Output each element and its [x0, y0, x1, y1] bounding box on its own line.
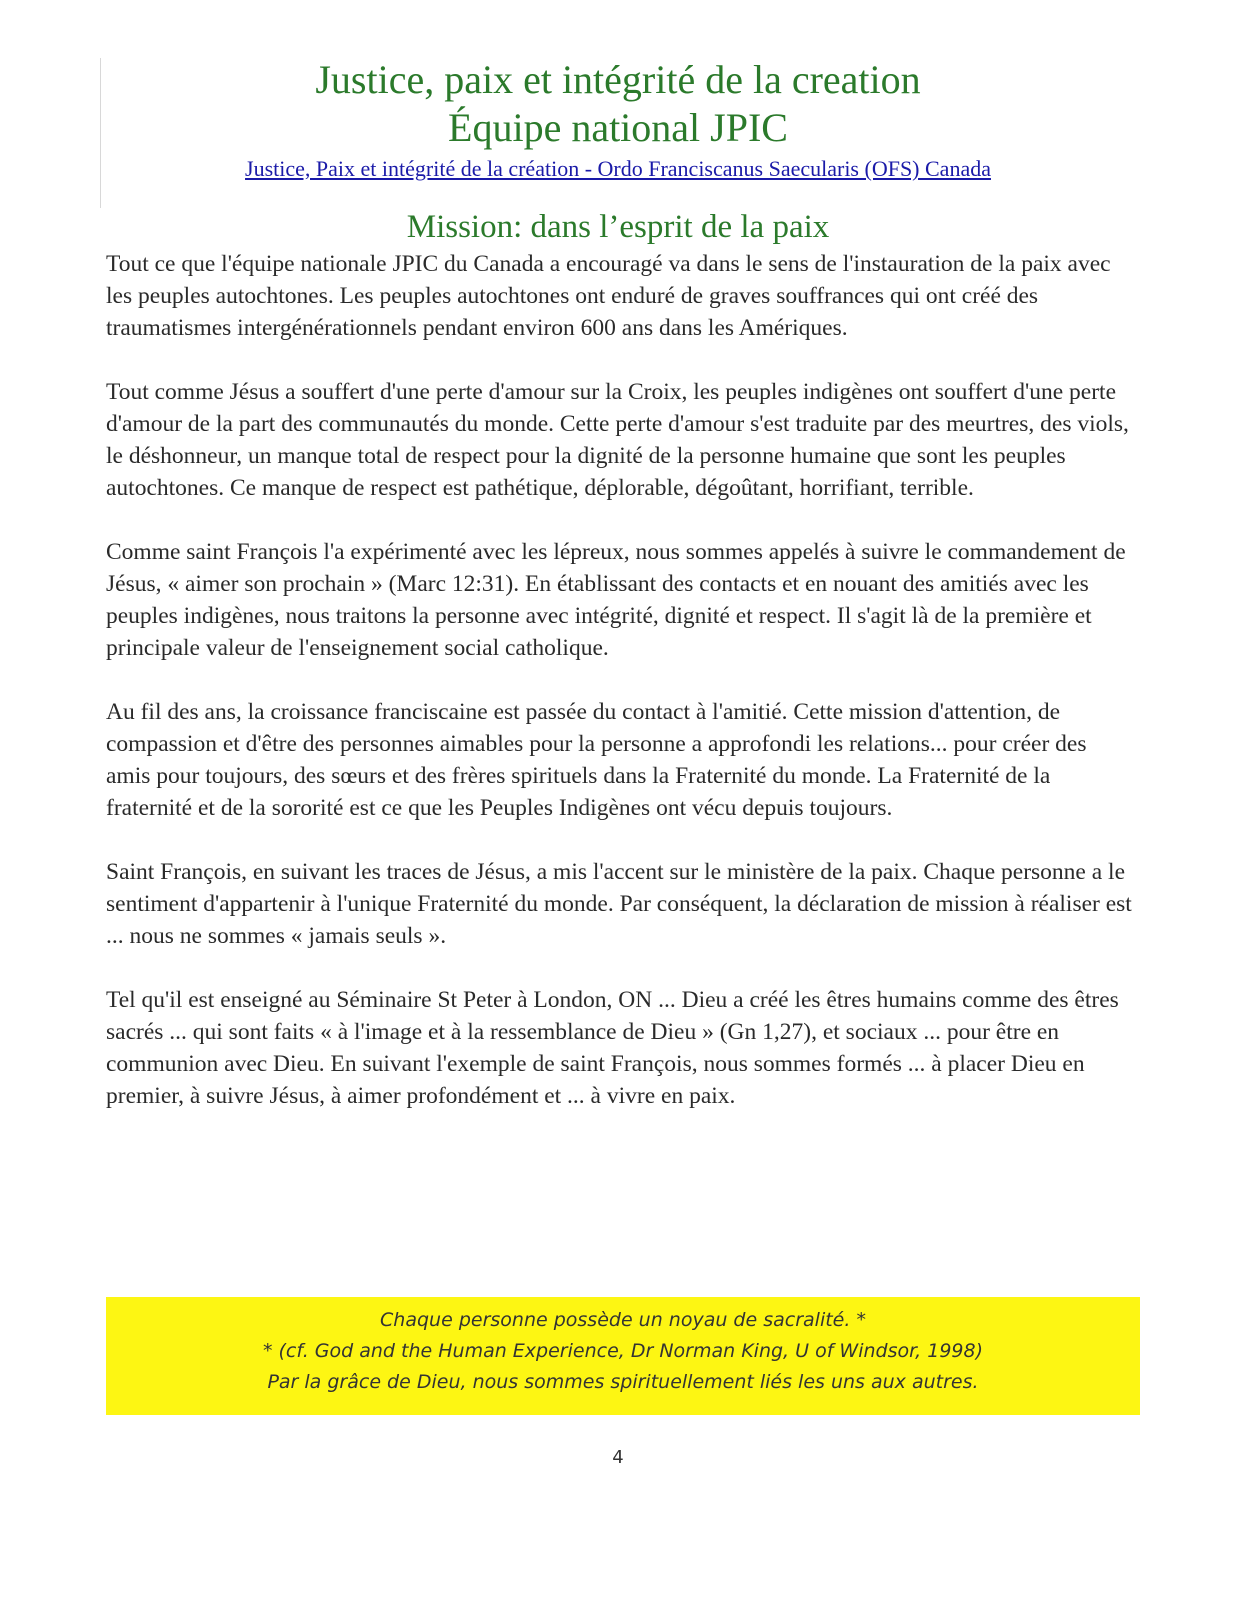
highlight-callout: [106, 1297, 1140, 1415]
ofs-canada-link[interactable]: Justice, Paix et intégrité de la création - Ordo Franciscanus Saecularis (OFS) Canada: [245, 156, 991, 181]
mission-heading: Mission: dans l’esprit de la paix: [406, 209, 830, 245]
page-subtitle: Équipe national JPIC: [448, 105, 788, 150]
paragraph: Saint François, en suivant les traces de Jésus, a mis l'accent sur le ministère de la paix. Chaque personne a le sentiment d'appartenir à l'unique Fraternité du monde. Par conséquent, la déclaration de mission à réaliser est ... nous ne sommes « jamais seuls ».: [106, 859, 1132, 949]
paragraph: Tout comme Jésus a souffert d'une perte d'amour sur la Croix, les peuples indigènes ont souffert d'une perte d'amour de la part des communautés du monde. Cette perte d'amour s'est traduite par des meurtres, des viols, le déshonneur, un manque total de respect pour la dignité de la personne humaine que sont les peuples autochtones. Ce manque de respect est pathétique, déplorable, dégoûtant, horrifiant, terrible.: [106, 379, 1129, 501]
page-header: [0, 56, 1236, 183]
paragraph: Tout ce que l'équipe nationale JPIC du Canada a encouragé va dans le sens de l'instauration de la paix avec les peuples autochtones. Les peuples autochtones ont enduré de graves souffrances qui ont créé des traumatismes intergénérationnels pendant environ 600 ans dans les Amériques.: [106, 251, 1111, 341]
paragraph: Comme saint François l'a expérimenté avec les lépreux, nous sommes appelés à suivre le commandement de Jésus, « aimer son prochain » (Marc 12:31). En établissant des contacts et en nouant des amitiés avec les peuples indigènes, nous traitons la personne avec intégrité, dignité et respect. Il s'agit là de la première et principale valeur de l'enseignement social catholique.: [106, 539, 1126, 661]
callout-citation: * (cf. God and the Human Experience, Dr Norman King, U of Windsor, 1998): [262, 1340, 984, 1362]
callout-line: Chaque personne possède un noyau de sacralité. *: [380, 1309, 866, 1331]
paragraph: Tel qu'il est enseigné au Séminaire St Peter à London, ON ... Dieu a créé les êtres humains comme des êtres sacrés ... qui sont faits « à l'image et à la ressemblance de Dieu » (Gn 1,27), et sociaux ... pour être en communion avec Dieu. En suivant l'exemple de saint François, nous sommes formés ... à placer Dieu en premier, à suivre Jésus, à aimer profondément et ... à vivre en paix.: [106, 987, 1119, 1109]
page-title: Justice, paix et intégrité de la creation: [315, 57, 921, 102]
paragraph: Au fil des ans, la croissance franciscaine est passée du contact à l'amitié. Cette mission d'attention, de compassion et d'être des personnes aimables pour la personne a approfondi les relations... pour créer des amis pour toujours, des sœurs et des frères spirituels dans la Fraternité du monde. La Fraternité de la fraternité et de la sororité est ce que les Peuples Indigènes ont vécu depuis toujours.: [106, 699, 1087, 821]
mission-body: [106, 248, 1136, 1144]
callout-line: Par la grâce de Dieu, nous sommes spirituellement liés les uns aux autres.: [267, 1371, 979, 1393]
page-number: 4: [612, 1447, 624, 1468]
